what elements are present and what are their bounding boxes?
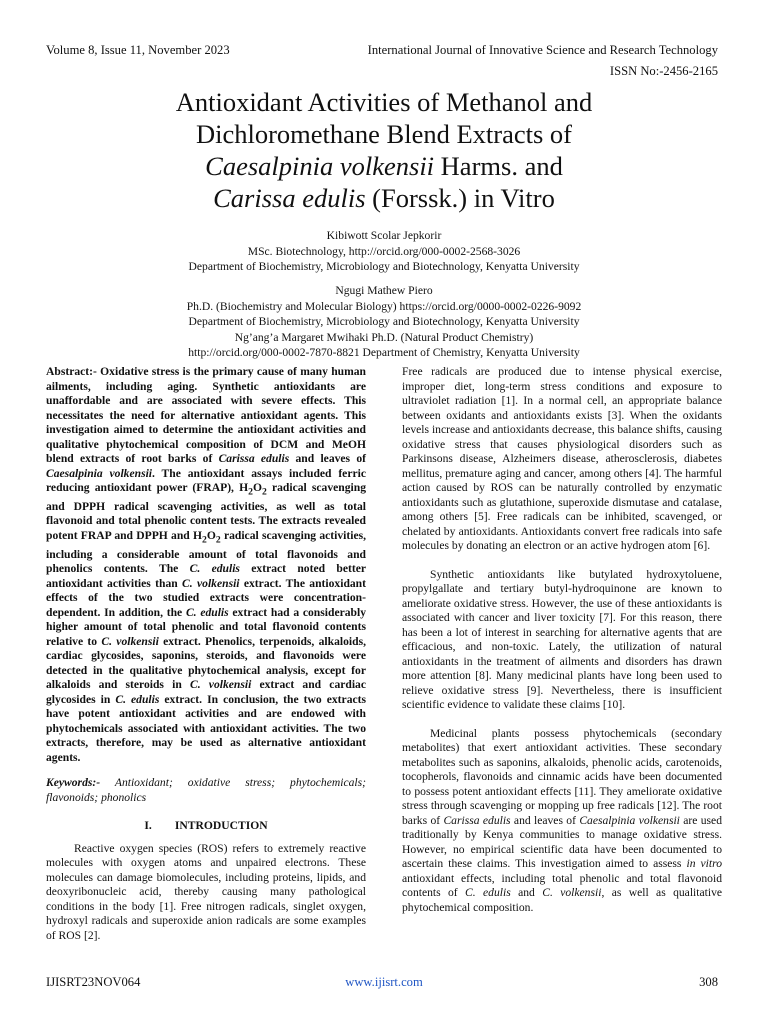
intro-paragraph-2: Free radicals are produced due to intense physical exercise, improper diet, long-term stress conditions and exposure to ultraviolet radiation [1]. In a normal cell, an appropriate balance between oxidants and antioxidants exists [3]. When the oxidants levels increase and antioxidants decrease, this balance shifts, causing oxidative stress that causes physiological disorders such as Parkinsons disease, Alzheimers disease, atherosclerosis, diabetes mellitus, premature aging and cancer, among others [4]. The harmful action caused by ROS can be naturally controlled by enzymatic antioxidants such as glutathione, superoxide dismutase and catalase, among others [5]. Free radicals can be inhibited, scavenged, or chelated by antioxidants. Antioxidants convert free radicals into safe molecules by donating an electron or an active hydrogen atom [6]. <box>402 365 722 552</box>
paper-title <box>0 86 768 214</box>
issn: ISSN No:-2456-2165 <box>609 64 718 78</box>
title-line-4-rest: (Forssk.) in Vitro <box>365 183 555 213</box>
title-line-4 <box>0 182 768 214</box>
keywords-label: Keywords:- <box>46 776 101 790</box>
author-affiliation: http://orcid.org/000-0002-7870-8821 Department of Chemistry, Kenyatta University <box>188 346 580 359</box>
section-heading <box>46 819 366 834</box>
title-species-1: Caesalpinia volkensii <box>205 151 435 181</box>
page-number: 308 <box>699 975 718 989</box>
author-degree: Ph.D. (Biochemistry and Molecular Biology) https://orcid.org/0000-0002-0226-9092 <box>186 299 582 313</box>
author-name: Ng’ang’a Margaret Mwihaki Ph.D. (Natural Product Chemistry) <box>234 330 534 344</box>
title-species-2: Carissa edulis <box>213 183 366 213</box>
author-name: Ngugi Mathew Piero <box>335 284 433 297</box>
keywords <box>46 776 366 805</box>
author-name: Kibiwott Scolar Jepkorir <box>326 229 442 242</box>
title-line-2: Dichloromethane Blend Extracts of <box>195 119 573 149</box>
intro-paragraph-3: Synthetic antioxidants like butylated hydroxytoluene, propylgallate and tertiary butyl-hydroquinone are known to ameliorate oxidative stress. However, the use of these antioxidants is associated with cancer and liver toxicity [7]. For this reason, there has been a lot of interest in searching for alternative agents that are efficacious, and non-toxic. Lately, the utilization of natural antioxidants in the treatment of ailments and disorders has drawn more attention [8]. Many medicinal plants have long been used to relieve oxidative stress [9]. Nevertheless, there is insufficient scientific evidence to validate these claims [10]. <box>402 567 722 711</box>
keywords-text: Antioxidant; oxidative stress; phytochemicals; flavonoids; phonolics <box>46 776 366 804</box>
section-title: INTRODUCTION <box>174 819 268 833</box>
section-number: I. <box>144 819 152 833</box>
intro-paragraph-4: Medicinal plants possess phytochemicals (secondary metabolites) that exert antioxidant activities. These secondary metabolites such as saponins, alkaloids, phenolic acids, carotenoids, tocopherols, flavonoids and cinnamic acids have been documented to possess potent antioxidant effects [11]. They ameliorate oxidative stress through scavenging or mopping up free radicals [12]. The root barks of Carissa edulis and leaves of Caesalpinia volkensii are used traditionally by Kenya communities to manage oxidative stress. However, no empirical scientific data have been documented to ascertain these claims. This investigation aimed to assess in vitro antioxidant effects, including total phenolic and total flavonoid contents of C. edulis and C. volkensii, as well as qualitative phytochemical composition. <box>402 726 723 914</box>
author-block-1 <box>0 228 768 275</box>
author-affiliation: Department of Biochemistry, Microbiology and Biotechnology, Kenyatta University <box>188 315 580 328</box>
title-line-3-rest: Harms. and <box>434 151 563 181</box>
volume-issue: Volume 8, Issue 11, November 2023 <box>46 43 230 57</box>
right-column <box>402 365 722 915</box>
intro-paragraph-1: Reactive oxygen species (ROS) refers to extremely reactive molecules with oxygen atoms and unpaired electrons. These molecules can damage biomolecules, including proteins, lipids, and deoxyribonucleic acid, thereby causing many pathological conditions in the body [1]. Free nitrogen radicals, singlet oxygen, hydroxyl radicals and superoxide anion radicals are some examples of ROS [2]. <box>46 841 366 942</box>
author-degree: MSc. Biotechnology, http://orcid.org/000-0002-2568-3026 <box>247 244 521 258</box>
author-affiliation: Department of Biochemistry, Microbiology and Biotechnology, Kenyatta University <box>188 260 580 273</box>
left-column <box>46 365 366 943</box>
abstract: Abstract:- Oxidative stress is the primary cause of many human ailments, including aging. Synthetic antioxidants are unaffordable and are associated with severe effects. This necessitates the need for alternative antioxidant agents. This investigation aimed to determine the antioxidant activities and qualitative phytochemical composition of DCM and MeOH blend extracts of root barks of Carissa edulis and leaves of Caesalpinia volkensii. The antioxidant assays included ferric reducing antioxidant power (FRAP), $H_2O_2$ radical scavenging and DPPH radical scavenging activities, as well as total flavonoid and total phenolic content tests. The extracts revealed potent FRAP and DPPH and $H_2O_2$ radical scavenging activities, including a considerable amount of total flavonoids and phenolics contents. The C. edulis extract noted better antioxidant activities than C. volkensii extract. The antioxidant effects of the two studied extracts were concentration-dependent. In addition, the C. edulis extract had a considerably higher amount of total phenolic and total flavonoid contents relative to C. volkensii extract. Phenolics, terpenoids, alkaloids, cardiac glycosides, saponins, steroids, and flavonoids were detected in the qualitative phytochemical analysis, except for alkaloids and steroids in C. volkensii extract and cardiac glycosides in C. edulis extract. In conclusion, the two extracts have potent antioxidant activities and are endowed with phytochemicals associated with antioxidant activities. The two extracts, therefore, may be used as alternative antioxidant agents. <box>46 365 367 764</box>
journal-url-link[interactable]: www.ijisrt.com <box>345 975 423 989</box>
paper-code: IJISRT23NOV064 <box>46 975 141 989</box>
title-line-3 <box>0 150 768 182</box>
author-block-2 <box>0 283 768 361</box>
title-line-1: Antioxidant Activities of Methanol and <box>175 87 593 117</box>
journal-name: International Journal of Innovative Science and Research Technology <box>367 43 718 57</box>
